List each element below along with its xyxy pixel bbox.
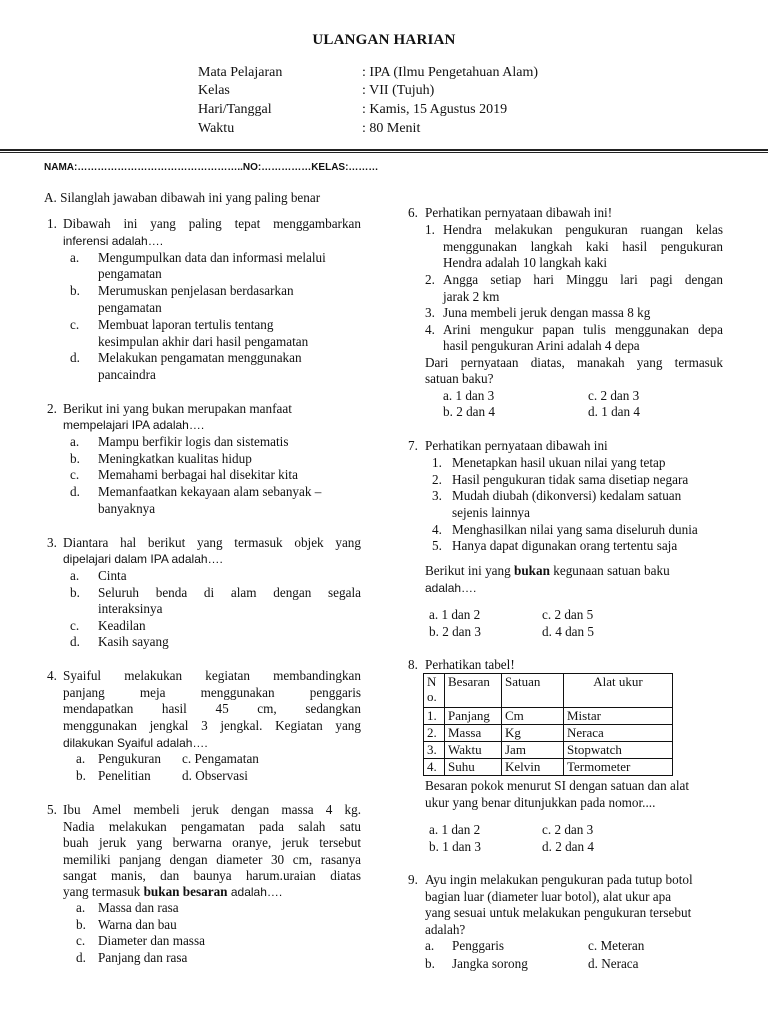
question-8-number: 8.: [408, 657, 418, 672]
question-5-line-6: [63, 884, 282, 900]
table-cell: Neraca: [564, 725, 673, 742]
q3-option-b-cont: interaksinya: [98, 601, 163, 616]
q5-option-a[interactable]: Massa dan rasa: [98, 900, 179, 915]
table-cell: Mistar: [564, 708, 673, 725]
q5-option-d-key[interactable]: d.: [76, 950, 86, 965]
q1-option-c[interactable]: Membuat laporan tertulis tentang: [98, 317, 274, 332]
table-cell: 1.: [424, 708, 445, 725]
table-cell: 4.: [424, 759, 445, 776]
meta-value-subject: : IPA (Ilmu Pengetahuan Alam): [362, 65, 539, 80]
table-cell: Stopwatch: [564, 742, 673, 759]
q2-option-b-key[interactable]: b.: [70, 451, 80, 466]
q8-option-b[interactable]: b. 1 dan 3: [429, 839, 482, 854]
q7-option-b[interactable]: b. 2 dan 3: [429, 624, 482, 639]
q3-option-c-key[interactable]: c.: [70, 618, 80, 633]
q7-item-3: Mudah diubah (dikonversi) kedalam satuan: [452, 488, 682, 503]
q3-option-d[interactable]: Kasih sayang: [98, 634, 169, 649]
table-header-instrument: Alat ukur: [564, 674, 673, 708]
q3-option-c[interactable]: Keadilan: [98, 618, 146, 633]
question-3-number: 3.: [47, 535, 57, 550]
q5-option-a-key[interactable]: a.: [76, 900, 86, 915]
question-6-title: Perhatikan pernyataan dibawah ini!: [425, 205, 613, 220]
question-6-prompt-end: satuan baku?: [425, 371, 494, 386]
table-row: [424, 725, 673, 742]
table-row: [424, 742, 673, 759]
q7-option-d[interactable]: d. 4 dan 5: [542, 624, 595, 639]
q6-item-2-key: 2.: [425, 272, 435, 287]
question-7-prompt-end: adalah….: [425, 581, 477, 595]
q1-option-b[interactable]: Merumuskan penjelasan berdasarkan: [98, 283, 294, 298]
q7-item-1: Menetapkan hasil ukuan nilai yang tetap: [452, 455, 666, 470]
table-header-unit: Satuan: [502, 674, 564, 708]
q3-option-b-key[interactable]: b.: [70, 585, 80, 600]
q7-item-1-key: 1.: [432, 455, 442, 470]
q6-item-1-key: 1.: [425, 222, 435, 237]
q4-option-c[interactable]: c. Pengamatan: [182, 751, 259, 766]
q8-option-d[interactable]: d. 2 dan 4: [542, 839, 595, 854]
q1-option-c-key[interactable]: c.: [70, 317, 80, 332]
question-5-line-2: Nadia melakukan pengamatan pada salah satu: [63, 819, 361, 834]
q3-option-a-key[interactable]: a.: [70, 568, 80, 583]
q5-option-b[interactable]: Warna dan bau: [98, 917, 177, 932]
q6-item-2: Angga setiap hari Minggu lari pagi dengan: [443, 272, 723, 287]
question-9-line-3: yang sesuai untuk melakukan pengukuran tersebut: [425, 905, 692, 920]
q6-item-3-key: 3.: [425, 305, 435, 320]
q8-option-a[interactable]: a. 1 dan 2: [429, 822, 481, 837]
q6-item-2-l2: jarak 2 km: [443, 289, 500, 304]
q5-option-c-key[interactable]: c.: [76, 933, 86, 948]
question-7-prompt-a: Berikut ini yang: [425, 563, 515, 578]
question-8-title: Perhatikan tabel!: [425, 657, 515, 672]
question-4-line-1: Syaiful melakukan kegiatan membandingkan: [63, 668, 361, 683]
question-9-number: 9.: [408, 872, 418, 887]
question-4-line-4: menggunakan jengkal 3 jengkal. Kegiatan yang: [63, 718, 361, 733]
table-cell: 3.: [424, 742, 445, 759]
q6-item-4-key: 4.: [425, 322, 435, 337]
q9-option-b[interactable]: Jangka sorong: [452, 956, 528, 971]
table-cell: Kelvin: [502, 759, 564, 776]
question-4-line-5: dilakukan Syaiful adalah….: [63, 736, 208, 750]
question-4-line-3: mendapatkan hasil 45 cm, sedangkan: [63, 701, 361, 716]
question-5-line-3: buah jeruk yang berwarna oranye, jeruk tersebut: [63, 835, 361, 850]
question-7-number: 7.: [408, 438, 418, 453]
header-divider-thin: [0, 152, 768, 153]
q5-option-c[interactable]: Diameter dan massa: [98, 933, 205, 948]
student-info-line: NAMA:…………………………………………..NO:……………KELAS:………: [44, 162, 379, 173]
q1-option-a-key[interactable]: a.: [70, 250, 80, 265]
q4-option-b[interactable]: Penelitian: [98, 768, 151, 783]
question-9-line-4: adalah?: [425, 922, 466, 937]
q7-item-2-key: 2.: [432, 472, 442, 487]
exam-meta: [198, 63, 598, 139]
table-header-no: N o.: [424, 674, 445, 708]
q6-item-3: Juna membeli jeruk dengan massa 8 kg: [443, 305, 651, 320]
question-4-line-2: panjang meja menggunakan penggaris: [63, 685, 361, 700]
table-header-row: [424, 674, 673, 708]
meta-label-subject: Mata Pelajaran: [198, 65, 283, 80]
meta-value-class: : VII (Tujuh): [362, 83, 435, 98]
q2-option-d-key[interactable]: d.: [70, 484, 80, 499]
table-row: [424, 759, 673, 776]
q4-option-d[interactable]: d. Observasi: [182, 768, 248, 783]
q7-item-4: Menghasilkan nilai yang sama diseluruh dunia: [452, 522, 698, 537]
q3-option-d-key[interactable]: d.: [70, 634, 80, 649]
question-5-line-4: memiliki panjang dengan diameter 30 cm, rasanya: [63, 852, 361, 867]
question-3-text-end: dipelajari dalam IPA adalah….: [63, 552, 223, 566]
q2-option-d-cont: banyaknya: [98, 501, 156, 516]
table-cell: Cm: [502, 708, 564, 725]
question-6-prompt: Dari pernyataan diatas, manakah yang termasuk: [425, 355, 723, 370]
question-7-prompt: [425, 563, 670, 579]
q6-item-1-l2: menggunakan langkah kaki hasil pengukuran: [443, 239, 723, 254]
question-4-number: 4.: [47, 668, 57, 683]
question-5-line-6-c: adalah….: [227, 885, 283, 899]
question-5-keyword: bukan besaran: [143, 884, 228, 899]
q6-option-c[interactable]: c. 2 dan 3: [588, 388, 640, 403]
table-cell: Kg: [502, 725, 564, 742]
meta-label-time: Waktu: [198, 121, 235, 136]
question-1-number: 1.: [47, 216, 57, 231]
q1-option-d-key[interactable]: d.: [70, 350, 80, 365]
q7-item-5: Hanya dapat digunakan orang tertentu saja: [452, 538, 678, 553]
q9-option-c[interactable]: c. Meteran: [588, 938, 645, 953]
q2-option-a[interactable]: Mampu berfikir logis dan sistematis: [98, 434, 289, 449]
q7-item-3-key: 3.: [432, 488, 442, 503]
quantity-table: [423, 673, 673, 776]
question-9-line-1: Ayu ingin melakukan pengukuran pada tutup botol: [425, 872, 693, 887]
question-7-prompt-c: kegunaan satuan baku: [549, 563, 670, 578]
table-row: [424, 708, 673, 725]
question-5-number: 5.: [47, 802, 57, 817]
table-cell: 2.: [424, 725, 445, 742]
table-cell: Jam: [502, 742, 564, 759]
q4-option-a-key[interactable]: a.: [76, 751, 86, 766]
q7-item-5-key: 5.: [432, 538, 442, 553]
q9-option-d[interactable]: d. Neraca: [588, 956, 639, 971]
q2-option-c[interactable]: Memahami berbagai hal disekitar kita: [98, 467, 298, 482]
question-6-number: 6.: [408, 205, 418, 220]
q5-option-d[interactable]: Panjang dan rasa: [98, 950, 188, 965]
q7-option-c[interactable]: c. 2 dan 5: [542, 607, 594, 622]
meta-value-date: : Kamis, 15 Agustus 2019: [362, 102, 508, 117]
q2-option-d[interactable]: Memanfaatkan kekayaan alam sebanyak –: [98, 484, 322, 499]
table-cell: Massa: [445, 725, 502, 742]
question-5-line-1: Ibu Amel membeli jeruk dengan massa 4 kg.: [63, 802, 361, 817]
question-7-title: Perhatikan pernyataan dibawah ini: [425, 438, 608, 453]
question-8-prompt-end: ukur yang benar ditunjukkan pada nomor....: [425, 795, 656, 810]
question-5-line-6-a: yang termasuk: [63, 884, 144, 899]
table-cell: Termometer: [564, 759, 673, 776]
question-2-text: Berikut ini yang bukan merupakan manfaat: [63, 401, 292, 416]
q1-option-a-cont: pengamatan: [98, 266, 162, 281]
q1-option-a[interactable]: Mengumpulkan data dan informasi melalui: [98, 250, 326, 265]
q6-item-1-l3: Hendra adalah 10 langkah kaki: [443, 255, 608, 270]
table-cell: Suhu: [445, 759, 502, 776]
page-title: ULANGAN HARIAN: [312, 32, 456, 48]
q7-option-a[interactable]: a. 1 dan 2: [429, 607, 481, 622]
q1-option-d[interactable]: Melakukan pengamatan menggunakan: [98, 350, 302, 365]
q6-option-d[interactable]: d. 1 dan 4: [588, 404, 641, 419]
q9-option-b-key[interactable]: b.: [425, 956, 435, 971]
question-2-number: 2.: [47, 401, 57, 416]
q6-option-b[interactable]: b. 2 dan 4: [443, 404, 496, 419]
meta-value-time: : 80 Menit: [362, 121, 421, 136]
q9-option-a-key[interactable]: a.: [425, 938, 435, 953]
question-1-text: Dibawah ini yang paling tepat menggambarkan: [63, 216, 361, 231]
q4-option-a[interactable]: Pengukuran: [98, 751, 161, 766]
q7-item-4-key: 4.: [432, 522, 442, 537]
q7-item-3-l2: sejenis lainnya: [452, 505, 531, 520]
q5-option-b-key[interactable]: b.: [76, 917, 86, 932]
q2-option-c-key[interactable]: c.: [70, 467, 80, 482]
question-5-line-5: sangat manis, dan baunya harum.uraian diatas: [63, 868, 361, 883]
question-8-prompt: Besaran pokok menurut SI dengan satuan dan alat: [425, 778, 690, 793]
question-9-line-2: bagian luar (diameter luar botol), alat ukur apa: [425, 889, 672, 904]
section-heading: A. Silanglah jawaban dibawah ini yang paling benar: [44, 190, 321, 205]
q3-option-b[interactable]: Seluruh benda di alam dengan segala: [98, 585, 361, 600]
q3-option-a[interactable]: Cinta: [98, 568, 127, 583]
q7-item-2: Hasil pengukuran tidak sama disetiap negara: [452, 472, 689, 487]
question-2-text-end: mempelajari IPA adalah….: [63, 418, 205, 432]
q9-option-a[interactable]: Penggaris: [452, 938, 505, 953]
q2-option-b[interactable]: Meningkatkan kualitas hidup: [98, 451, 252, 466]
q1-option-b-cont: pengamatan: [98, 300, 162, 315]
table-cell: Waktu: [445, 742, 502, 759]
question-3-text: Diantara hal berikut yang termasuk objek yang: [63, 535, 361, 550]
header-divider: [0, 149, 768, 151]
meta-label-date: Hari/Tanggal: [198, 102, 272, 117]
q1-option-b-key[interactable]: b.: [70, 283, 80, 298]
q4-option-b-key[interactable]: b.: [76, 768, 86, 783]
q6-item-4: Arini mengukur papan tulis menggunakan depa: [443, 322, 723, 337]
q1-option-d-cont: pancaindra: [98, 367, 156, 382]
table-cell: Panjang: [445, 708, 502, 725]
question-7-keyword: bukan: [514, 563, 550, 578]
q2-option-a-key[interactable]: a.: [70, 434, 80, 449]
q1-option-c-cont: kesimpulan akhir dari hasil pengamatan: [98, 334, 309, 349]
q6-item-4-l2: hasil pengukuran Arini adalah 4 depa: [443, 338, 640, 353]
q8-option-c[interactable]: c. 2 dan 3: [542, 822, 594, 837]
question-1-text-end: inferensi adalah….: [63, 234, 164, 248]
q6-option-a[interactable]: a. 1 dan 3: [443, 388, 495, 403]
meta-label-class: Kelas: [198, 83, 230, 98]
table-header-quantity: Besaran: [445, 674, 502, 708]
q6-item-1: Hendra melakukan pengukuran ruangan kelas: [443, 222, 723, 237]
